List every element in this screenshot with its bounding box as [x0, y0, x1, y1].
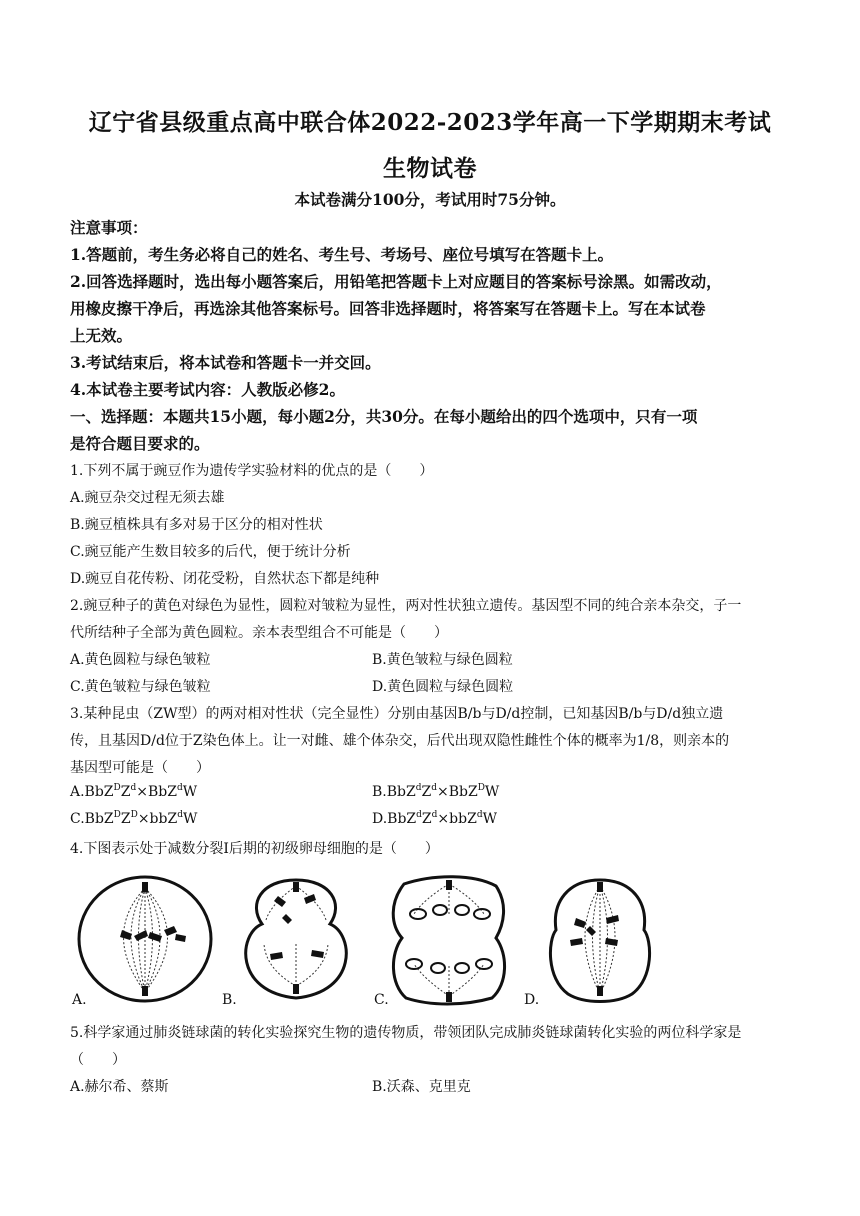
q4-stem: 4.下图表示处于减数分裂Ⅰ后期的初级卵母细胞的是（ ） — [70, 841, 439, 857]
note-2-line-3: 上无效。 — [70, 326, 133, 345]
figure-b-label: B. — [222, 992, 237, 1008]
q3-stem-line-2: 传，且基因D/d位于Z染色体上。让一对雌、雄个体杂交，后代出现双隐性雌性个体的概率为1/8，则亲本的 — [70, 733, 730, 749]
exam-info: 本试卷满分100分，考试用时75分钟。 — [294, 190, 566, 209]
note-3: 3.考试结束后，将本试卷和答题卡一并交回。 — [70, 353, 381, 372]
note-1: 1.答题前，考生务必将自己的姓名、考生号、考场号、座位号填写在答题卡上。 — [70, 245, 614, 264]
q3-option-b: $B.BbZ^dZ^d\times BbZ^DW$ — [372, 783, 500, 800]
note-2-line-2: 用橡皮擦干净后，再选涂其他答案标号。回答非选择题时，将答案写在答题卡上。写在本试卷 — [70, 299, 706, 318]
note-2-line-1: 2.回答选择题时，选出每小题答案后，用铅笔把答题卡上对应题目的答案标号涂黑。如需改动， — [70, 272, 722, 291]
subject-title: 生物试卷 — [383, 155, 477, 182]
q2-stem-line-1: 2.豌豆种子的黄色对绿色为显性，圆粒对皱粒为显性，两对性状独立遗传。基因型不同的纯合亲本杂交，子一 — [70, 598, 742, 614]
figure-d-label: D. — [524, 992, 540, 1008]
q2-stem-line-2: 代所结种子全部为黄色圆粒。亲本表型组合不可能是（ ） — [70, 625, 448, 641]
figure-d-cell — [540, 874, 660, 1008]
figure-c-label: C. — [374, 992, 389, 1008]
exam-title: 辽宁省县级重点高中联合体2022-2023学年高一下学期期末考试 — [88, 109, 772, 136]
q2-option-a: A.黄色圆粒与绿色皱粒 — [70, 652, 211, 668]
section-heading-line-1: 一、选择题：本题共15小题，每小题2分，共30分。在每小题给出的四个选项中，只有一项 — [70, 407, 698, 426]
q3-option-d: $D.BbZ^dZ^d\times bbZ^dW$ — [372, 810, 497, 827]
q2-option-d: D.黄色圆粒与绿色圆粒 — [372, 679, 514, 695]
q2-option-c: C.黄色皱粒与绿色皱粒 — [70, 679, 211, 695]
q3-option-a: $A.BbZ^DZ^d\times BbZ^dW$ — [70, 783, 198, 800]
section-heading-line-2: 是符合题目要求的。 — [70, 434, 210, 453]
q5-option-b: B.沃森、克里克 — [372, 1079, 471, 1095]
q3-stem-line-3: 基因型可能是（ ） — [70, 760, 210, 776]
q1-option-c: C.豌豆能产生数目较多的后代，便于统计分析 — [70, 544, 351, 560]
q1-stem: 1.下列不属于豌豆作为遗传学实验材料的优点的是（ ） — [70, 463, 434, 479]
q5-option-a: A.赫尔希、蔡斯 — [70, 1079, 169, 1095]
note-4: 4.本试卷主要考试内容：人教版必修2。 — [70, 380, 345, 399]
figure-b-cell — [226, 874, 366, 1008]
q5-stem-line-2: （ ） — [70, 1052, 126, 1068]
q3-option-c: $C.BbZ^DZ^D\times bbZ^dW$ — [70, 810, 198, 827]
q1-option-a: A.豌豆杂交过程无须去雄 — [70, 490, 225, 506]
q1-option-b: B.豌豆植株具有多对易于区分的相对性状 — [70, 517, 323, 533]
figure-a-label: A. — [72, 992, 87, 1008]
figure-a-cell — [72, 874, 222, 1008]
q3-stem-line-1: 3.某种昆虫（ZW型）的两对相对性状（完全显性）分别由基因B/b与D/d控制，已知基因B/b与D/d独立遗 — [70, 706, 724, 722]
notes-heading: 注意事项： — [70, 218, 148, 237]
q5-stem-line-1: 5.科学家通过肺炎链球菌的转化实验探究生物的遗传物质，带领团队完成肺炎链球菌转化实验的两位科学家是 — [70, 1025, 742, 1041]
q2-option-b: B.黄色皱粒与绿色圆粒 — [372, 652, 513, 668]
q1-option-d: D.豌豆自花传粉、闭花受粉，自然状态下都是纯种 — [70, 571, 380, 587]
figure-c-cell — [384, 874, 514, 1008]
